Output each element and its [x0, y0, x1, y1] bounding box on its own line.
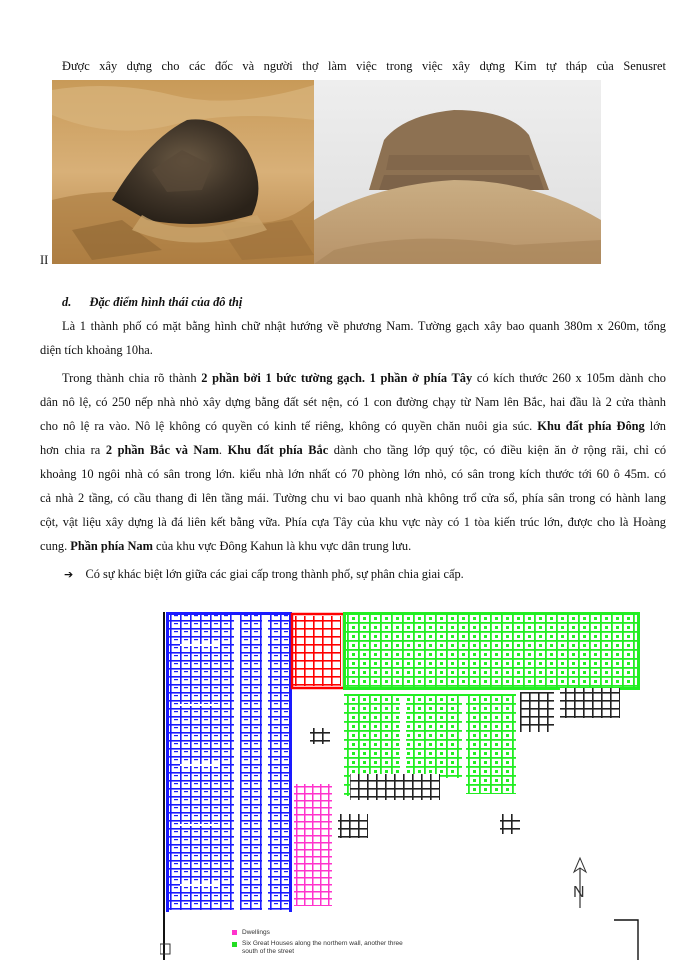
para2-line-7: cột, vật liệu xây dựng là đá liên kết bằng vữa. Phía cựa Tây của khu vực này có 1 tòa kiến trúc lớn, được cho là Hoàng	[40, 515, 666, 529]
para2-line-3	[40, 414, 666, 438]
legend-swatch-dwellings	[232, 930, 237, 935]
para2-text: dành cho tầng lớp quý tộc, có điều kiện ăn ở rộng rãi, chỉ có	[328, 443, 667, 457]
pyramid-photo-aerial	[52, 80, 314, 264]
para2-text: của khu vực Đông Kahun là khu vực dân trung lưu.	[152, 539, 412, 553]
para2-text: cho nô lệ ra vào. Nô lệ không có quyền có kinh tế riêng, không có quyền chăn nuôi gia súc.	[40, 419, 533, 433]
para2-text: hơn chia ra	[40, 443, 106, 457]
para2-text: có kích thước 260 x 105m dành cho	[472, 371, 666, 385]
intro-line-1: Được xây dựng cho các đốc và người thợ làm việc trong việc xây dựng Kim tự tháp của Senusret	[62, 59, 666, 73]
para2-line-4	[40, 438, 666, 462]
section-heading	[62, 290, 242, 314]
legend-great-houses-cont: south of the street	[242, 948, 295, 955]
para2-bold-north: Khu đất phía Bắc	[227, 443, 329, 457]
dwellings-area	[294, 784, 332, 906]
north-label: N	[573, 884, 585, 901]
para2-bold-south: Phần phía Nam	[70, 539, 153, 553]
para2-line-8	[40, 534, 411, 558]
para2-text: lớn	[644, 419, 666, 433]
legend-great-houses: Six Great Houses along the northern wall, another three	[242, 940, 403, 947]
para2-text: Trong thành chia rõ thành	[62, 371, 202, 385]
para2-bold-east: Khu đất phía Đông	[532, 419, 645, 433]
para2-text: .	[218, 443, 228, 457]
pyramid-photo-ground	[314, 80, 601, 264]
conclusion	[64, 562, 464, 587]
intro-line-2-suffix: II	[40, 253, 49, 267]
para2-line-2: dân nô lệ, có 250 nếp nhà nhỏ xây dựng bằng đất sét nện, có 1 con đường chạy từ Nam lên Bắc, hai đầu là 2 cửa thành	[40, 395, 666, 409]
kahun-plan	[160, 604, 642, 960]
para2-bold-west: 2 phần bởi 1 bức tường gạch. 1 phần ở phía Tây	[201, 371, 473, 385]
para1-line-2: diện tích khoảng 10ha.	[40, 343, 153, 357]
legend-swatch-great-houses	[232, 942, 237, 947]
para2-bold-north-south: 2 phần Bắc và Nam	[105, 443, 219, 457]
para2-line-6: cả nhà 2 tầng, có cầu thang đi lên tầng mái. Tường chu vi bao quanh nhà không trổ cửa sổ, phía sân trong có hành lang	[40, 491, 666, 505]
para2-text: cung.	[40, 539, 71, 553]
palace-area	[292, 614, 344, 688]
para2-line-5: khoảng 10 ngôi nhà có sân trong lớn. kiểu nhà lớn nhất có 70 phòng lớn nhỏ, có sân trong kích thước tới 60 ô 45m. có	[40, 467, 666, 481]
west-quarter	[166, 612, 292, 912]
para2-line-1	[62, 366, 666, 390]
arrow-icon: ➔	[64, 568, 74, 581]
para1-line-1: Là 1 thành phố có mặt bằng hình chữ nhật hướng về phương Nam. Tường gạch xây bao quanh 380m x 260m, tổng	[62, 319, 666, 333]
section-title: Đặc điểm hình thái của đô thị	[89, 295, 243, 309]
section-letter: d.	[62, 295, 72, 309]
great-houses-north	[343, 612, 640, 690]
conclusion-text: Có sự khác biệt lớn giữa các giai cấp trong thành phố, sự phân chia giai cấp.	[85, 567, 464, 581]
legend-dwellings: Dwellings	[242, 929, 270, 936]
kahun-plan-svg	[160, 604, 642, 960]
